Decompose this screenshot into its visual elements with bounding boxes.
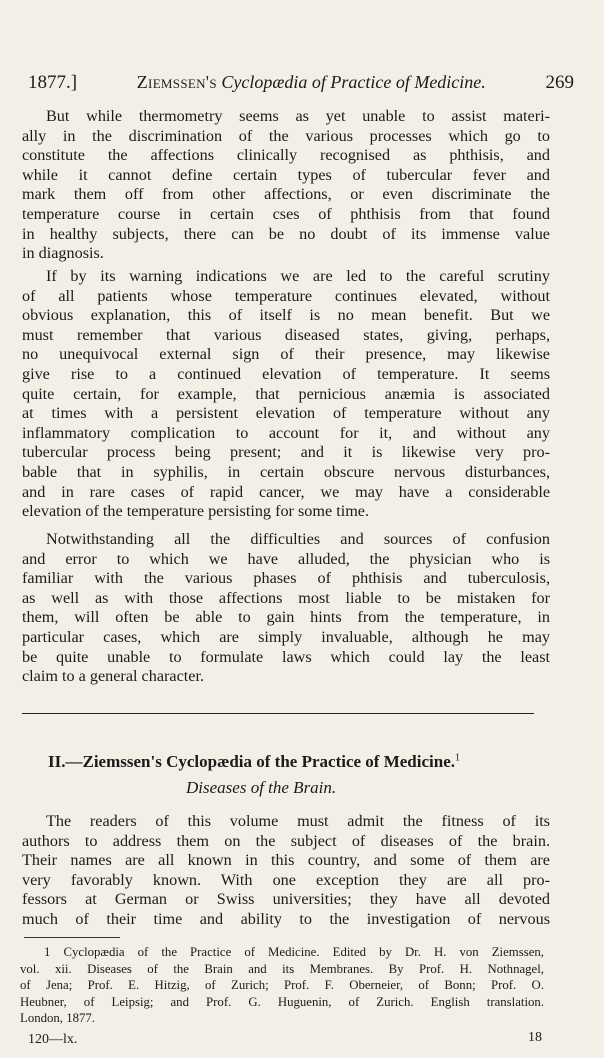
paragraph-thermometry bbox=[22, 107, 550, 264]
footnote-line: vol. xii. Diseases of the Brain and its Membranes. By Prof. H. Nothnagel, bbox=[20, 961, 544, 976]
text-line: quite certain, for example, that pernicious anæmia is associated bbox=[22, 384, 550, 403]
text-line: Notwithstanding all the difficulties and sources of confusion bbox=[46, 530, 550, 548]
text-line: be quite unable to formulate laws which could lay the least bbox=[22, 647, 550, 666]
text-line: Their names are all known in this country, and some of them are bbox=[22, 851, 550, 870]
section-heading-text: II.—Ziemssen's Cyclopædia of the Practice of Medicine. bbox=[48, 752, 455, 771]
text-line: elevation of the temperature persisting for some time. bbox=[22, 502, 370, 521]
text-line: bable that in syphilis, in certain obscure nervous disturbances, bbox=[22, 462, 550, 481]
header-title-work: Cyclopædia of Practice of Medicine. bbox=[221, 72, 486, 92]
text-line: If by its warning indications we are led to the careful scrutiny bbox=[46, 267, 550, 285]
text-line: The readers of this volume must admit the fitness of its bbox=[46, 812, 550, 830]
text-line: in healthy subjects, there can be no doubt of its immense value bbox=[22, 224, 550, 243]
text-line: in diagnosis. bbox=[22, 244, 104, 263]
footnote bbox=[20, 944, 544, 1027]
sheet-number: 18 bbox=[528, 1030, 542, 1045]
section-subheading: Diseases of the Brain. bbox=[186, 778, 337, 797]
header-page-number: 269 bbox=[545, 72, 574, 93]
signature-mark: 120—lx. bbox=[28, 1032, 78, 1047]
header-title-author: Ziemssen's bbox=[136, 72, 217, 92]
text-line: tubercular process being present; and it is likewise very pro- bbox=[22, 443, 550, 462]
text-line: inflammatory complication to account for it, and without any bbox=[22, 423, 550, 442]
text-line: ally in the discrimination of the various processes which go to bbox=[22, 126, 550, 145]
paragraph-notwithstanding bbox=[22, 530, 550, 687]
running-header bbox=[28, 72, 574, 96]
footnote-line: of Jena; Prof. E. Hitzig, of Zurich; Prof. F. Oberneier, of Bonn; Prof. O. bbox=[20, 978, 544, 992]
text-line: no unequivocal external sign of their presence, may likewise bbox=[22, 345, 550, 364]
text-line: obvious explanation, this of itself is no mean benefit. But we bbox=[22, 306, 550, 325]
text-line: and in rare cases of rapid cancer, we may have a considerable bbox=[22, 482, 550, 501]
footnote-line: London, 1877. bbox=[20, 1011, 96, 1025]
text-line: must remember that various diseased states, giving, perhaps, bbox=[22, 325, 550, 344]
text-line: particular cases, which are simply invaluable, although he may bbox=[22, 627, 550, 646]
text-line: constitute the affections clinically recognised as phthisis, and bbox=[22, 146, 550, 165]
text-line: and error to which we have alluded, the physician who is bbox=[22, 549, 550, 568]
text-line: familiar with the various phases of phthisis and tuberculosis, bbox=[22, 569, 550, 588]
footnote-marker: 1 bbox=[455, 752, 460, 764]
text-line: temperature course in certain cses of phthisis from that found bbox=[22, 204, 550, 223]
text-line: very favorably known. With one exception they are all pro- bbox=[22, 870, 550, 889]
text-line: authors to address them on the subject of diseases of the brain. bbox=[22, 831, 550, 850]
text-line: But while thermometry seems as yet unable to assist materi- bbox=[46, 107, 550, 125]
paragraph-warning-indications bbox=[22, 267, 550, 522]
footnote-line: 1 Cyclopædia of the Practice of Medicine. Edited by Dr. H. von Ziemssen, bbox=[44, 945, 544, 959]
text-line: mark them off from other affections, or even discriminate the bbox=[22, 185, 550, 204]
text-line: give rise to a continued elevation of temperature. It seems bbox=[22, 364, 550, 383]
text-line: of all patients whose temperature continues elevated, without bbox=[22, 286, 550, 305]
text-line: at times with a persistent elevation of temperature without any bbox=[22, 404, 550, 423]
text-line: fessors at German or Swiss universities; they have all devoted bbox=[22, 890, 550, 909]
text-line: much of their time and ability to the investigation of nervous bbox=[22, 909, 550, 928]
text-line: them, will often be able to gain hints from the temperature, in bbox=[22, 608, 550, 627]
section-heading bbox=[48, 752, 460, 772]
text-line: as well as with those affections most liable to be mistaken for bbox=[22, 588, 550, 607]
section-divider bbox=[22, 713, 534, 714]
header-title bbox=[137, 72, 486, 93]
text-line: while it cannot define certain types of tubercular fever and bbox=[22, 165, 550, 184]
paragraph-readers bbox=[22, 812, 550, 930]
text-line: claim to a general character. bbox=[22, 667, 204, 686]
header-year: 1877.] bbox=[28, 72, 78, 93]
footnote-line: Heubner, of Leipsig; and Prof. G. Huguenin, of Zurich. English translation. bbox=[20, 994, 544, 1009]
footnote-rule bbox=[24, 937, 120, 938]
